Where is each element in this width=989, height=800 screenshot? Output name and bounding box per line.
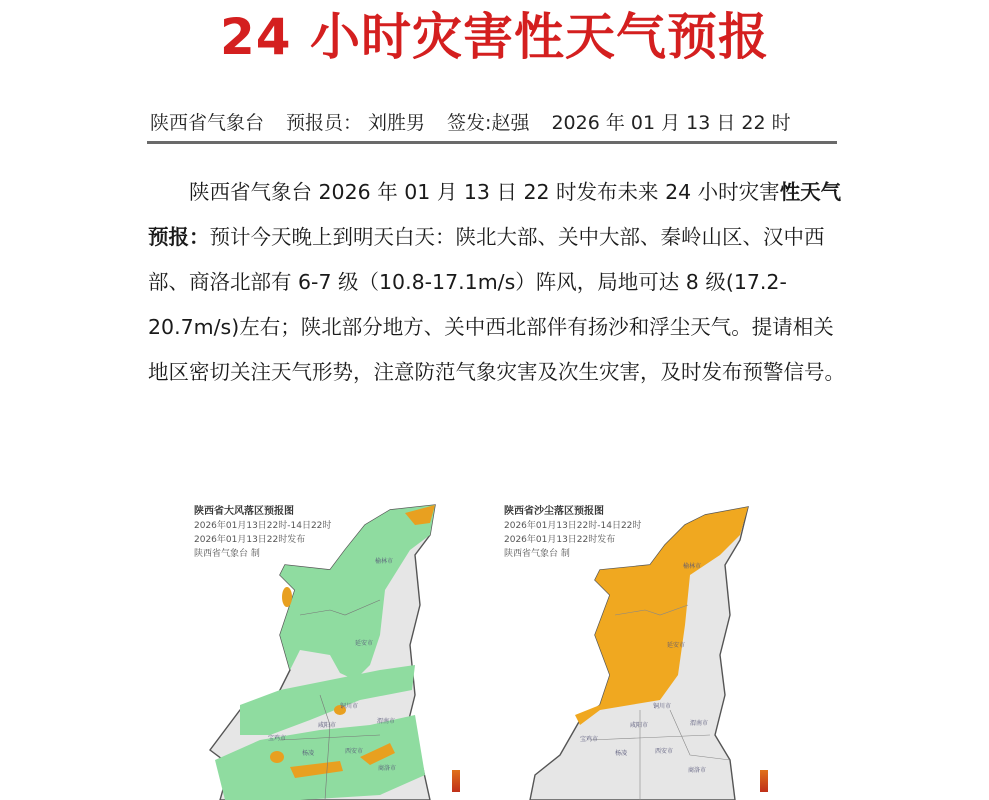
- city-label: 榆林市: [375, 558, 394, 565]
- dust-map-legend-swatch: [760, 770, 768, 792]
- dust-map-title: 陕西省沙尘落区预报图: [504, 506, 604, 517]
- issuer: 陕西省气象台: [150, 112, 265, 134]
- wind-map-issued: 2026年01月13日22时发布: [194, 535, 306, 545]
- wind-map-maker: 陕西省气象台 制: [194, 549, 260, 559]
- city-label: 宝鸡市: [268, 735, 287, 742]
- forecaster-group: [286, 108, 425, 135]
- city-label: 杨凌: [302, 750, 315, 757]
- document-meta: [150, 108, 830, 135]
- dust-map-maker: 陕西省气象台 制: [504, 549, 570, 559]
- dust-forecast-map: [490, 495, 800, 800]
- city-label: 商洛市: [378, 765, 397, 772]
- wind-map-title: 陕西省大风落区预报图: [194, 506, 294, 517]
- city-label: 延安市: [667, 642, 686, 649]
- issue-datetime: 2026 年 01 月 13 日 22 时: [551, 112, 791, 134]
- dust-map-valid: 2026年01月13日22时-14日22时: [504, 521, 642, 531]
- signer: 签发:赵强: [447, 112, 530, 134]
- city-label: 杨凌: [615, 750, 628, 757]
- city-label: 延安市: [355, 640, 374, 647]
- city-label: 西安市: [655, 748, 674, 755]
- city-label: 西安市: [345, 748, 364, 755]
- forecaster-label: 预报员：: [286, 112, 363, 134]
- city-label: 铜川市: [653, 703, 672, 710]
- dust-map-issued: 2026年01月13日22时发布: [504, 535, 616, 545]
- city-label: 渭南市: [377, 718, 396, 725]
- city-label: 榆林市: [683, 563, 702, 570]
- city-label: 商洛市: [688, 767, 707, 774]
- forecaster-name: 刘胜男: [368, 112, 426, 134]
- city-label: 宝鸡市: [580, 736, 599, 743]
- wind-forecast-map: [180, 495, 480, 800]
- header-divider: [147, 141, 837, 144]
- city-label: 咸阳市: [318, 722, 337, 729]
- city-label: 咸阳市: [630, 722, 649, 729]
- wind-map-caption: [194, 505, 331, 561]
- wind-map-valid: 2026年01月13日22时-14日22时: [194, 521, 332, 531]
- forecast-bold-label: 性天气预报：: [148, 180, 842, 249]
- forecast-lead: 陕西省气象台 2026 年 01 月 13 日 22 时发布未来 24 小时灾害: [189, 180, 780, 204]
- page-title: 24 小时灾害性天气预报: [220, 8, 769, 66]
- city-label: 渭南市: [690, 720, 709, 727]
- city-label: 铜川市: [340, 703, 359, 710]
- forecast-detail: 预计今天晚上到明天白天：陕北大部、关中大部、秦岭山区、汉中西部、商洛北部有 6-7 级（10.8-17.1m/s）阵风，局地可达 8 级(17.2-20.7m/s)左右；陕北部分地方、关中西北部伴有扬沙和浮尘天气。提请相关地区密切关注天气形势，注意防范气象灾害及次生灾害，及时发布预警信号。: [148, 225, 845, 384]
- forecast-body: [148, 170, 848, 395]
- wind-map-legend-swatch: [452, 770, 460, 792]
- dust-map-caption: [504, 505, 641, 561]
